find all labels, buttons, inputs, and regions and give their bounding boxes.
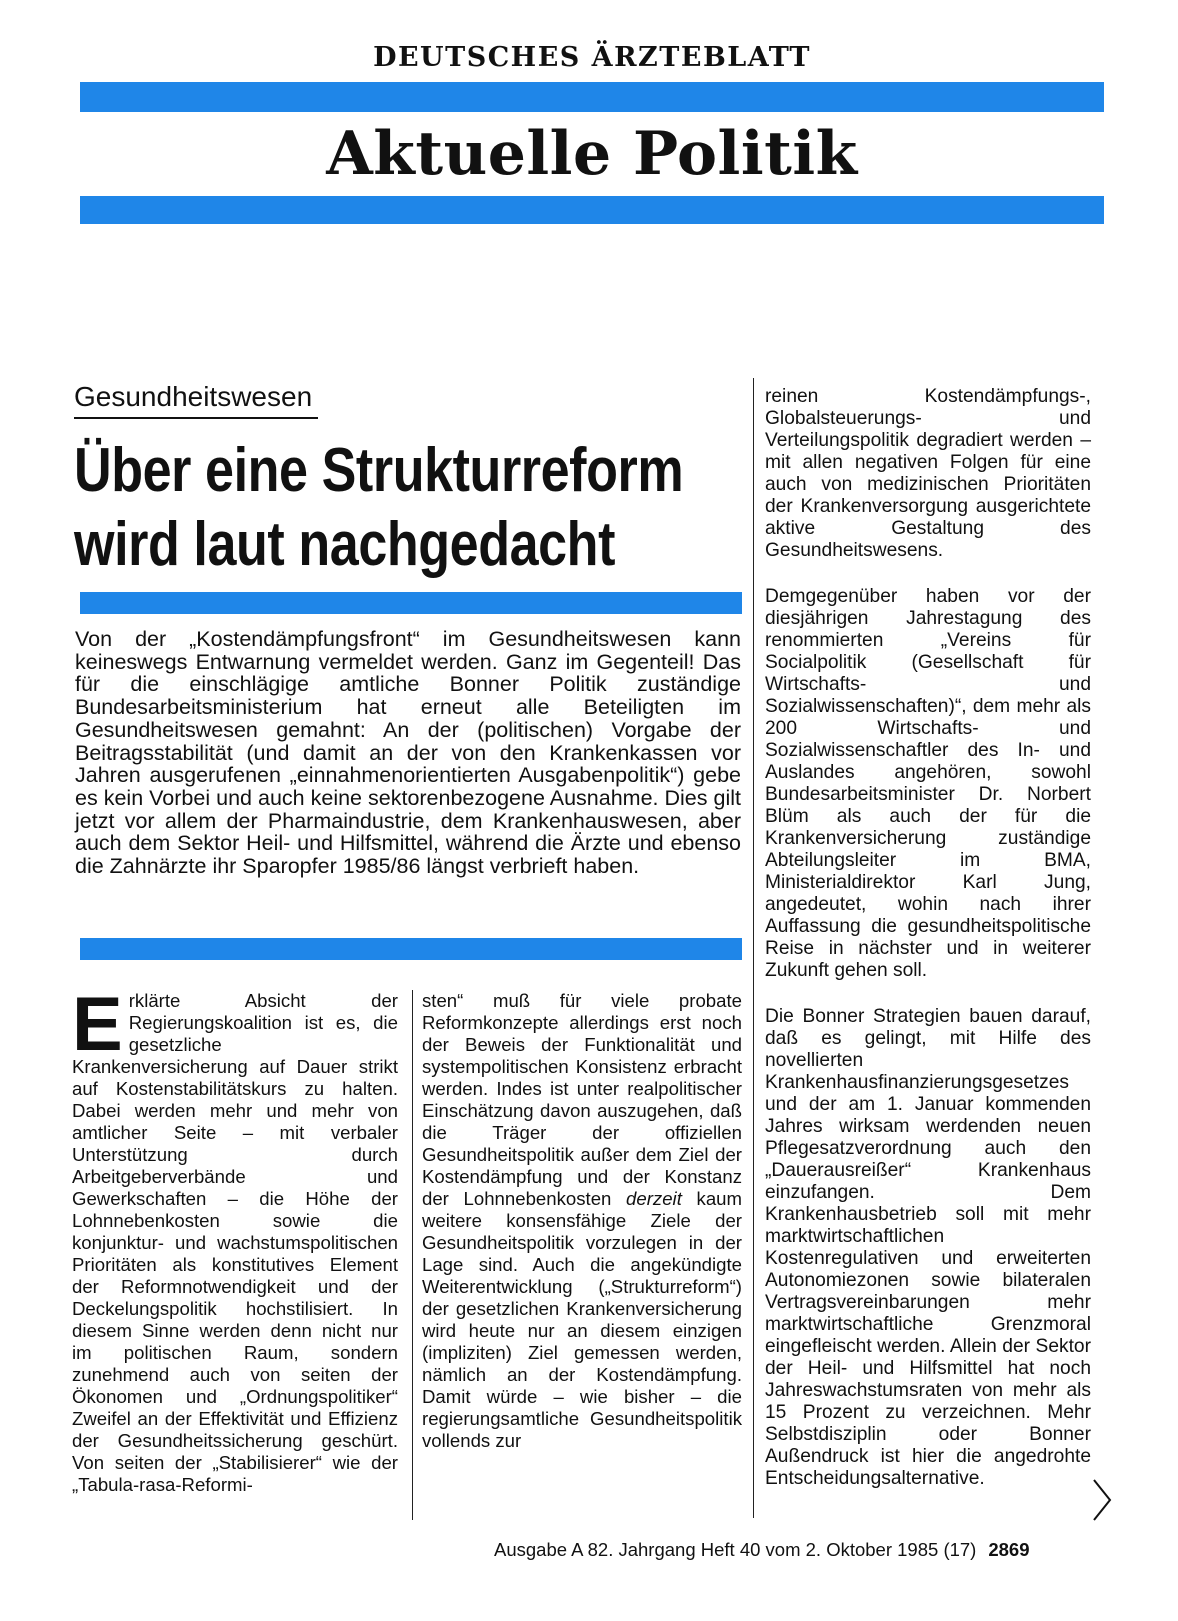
- article-headline: [74, 434, 684, 582]
- footer-issue: Ausgabe A 82. Jahrgang Heft 40 vom 2. Oktober 1985 (17): [494, 1539, 977, 1560]
- page-footer: [494, 1538, 1094, 1562]
- headline-line-2: wird laut nachgedacht: [74, 510, 615, 579]
- body-column-3-paragraph-3: Die Bonner Strategien bauen darauf, daß es gelingt, mit Hilfe des novellierten Krankenhausfinanzierungsgesetzes und der am 1. Januar kommenden Jahres wirksam werdenden neuen Pflegesatzverordnung auch den „Dauerausreißer“ Krankenhaus einzufangen. Dem Krankenhausbetrieb soll mit mehr marktwirtschaftlichen Kostenregulativen und erweiterten Autonomiezonen sowie bilateralen Vertragsvereinbarungen mehr marktwirtschaftliche Grenzmoral eingefleischt werden. Allein der Sektor der Heil- und Hilfsmittel hat noch Jahreswachstumsraten von mehr als 15 Prozent zu verzeichnen. Mehr Selbstdisziplin oder Bonner Außendruck ist hier die angedrohte Entscheidungsalternative.: [765, 1006, 1091, 1489]
- lead-rule-top: [80, 592, 742, 614]
- body-column-2-text-a: sten“ muß für viele probate Reformkonzepte allerdings erst noch der Beweis der Funktionalität und systempolitischen Konsistenz erbracht werden. Indes ist unter realpolitischer Einschätzung davon auszugehen, daß die Träger der offiziellen Gesundheitspolitik außer dem Ziel der Kostendämpfung und der Konstanz der Lohnnebenkosten: [422, 990, 742, 1209]
- section-title: Aktuelle Politik: [326, 119, 858, 189]
- emphasis-derzeit: derzeit: [626, 1188, 682, 1209]
- blue-rule-top: [80, 82, 1104, 112]
- body-column-3-paragraph-2: Demgegenüber haben vor der diesjährigen Jahrestagung des renommierten „Vereins für Socialpolitik (Gesellschaft für Wirtschafts- und Sozialwissenschaften)“, dem mehr als 200 Wirtschafts- und Sozialwissenschaftler des In- und Auslandes angehören, sowohl Bundesarbeitsminister Dr. Norbert Blüm als auch der für die Krankenversicherung zuständige Abteilungsleiter im BMA, Ministerialdirektor Karl Jung, angedeutet, wohin nach ihrer Auffassung die gesundheitspolitische Reise in nächster und in weiterer Zukunft gehen soll.: [765, 586, 1091, 981]
- article-kicker: Gesundheitswesen: [74, 377, 318, 419]
- body-column-2-text-b: kaum weitere konsensfähige Ziele der Gesundheitspolitik vorzulegen in der Lage sind. Auch die angekündigte Weiterentwicklung („Strukturreform“) der gesetzlichen Krankenversicherung wird heute nur an diesem einzigen (impliziten) Ziel gemessen werden, nämlich an der Kostendämpfung. Damit würde – wie bisher – die regierungsamtliche Gesundheitspolitik vollends zur: [422, 1188, 742, 1451]
- body-column-3-paragraph-1: reinen Kostendämpfungs-, Globalsteuerungs- und Verteilungspolitik degradiert werden – mit allen negativen Folgen für eine auch von medizinischen Prioritäten der Krankenversorgung ausgerichtete aktive Gestaltung des Gesundheitswesens.: [765, 386, 1091, 561]
- column-divider-middle: [412, 990, 413, 1520]
- continuation-arrow-icon: [1092, 1478, 1112, 1522]
- column-divider-right: [753, 378, 754, 1518]
- masthead: DEUTSCHES ÄRZTEBLATT: [373, 42, 811, 73]
- lead-rule-bottom: [80, 938, 742, 960]
- body-column-1: [72, 982, 398, 1496]
- blue-rule-bottom: [80, 196, 1104, 224]
- page-number: 2869: [988, 1539, 1030, 1560]
- headline-line-1: Über eine Strukturreform: [74, 436, 684, 505]
- body-column-1-text: rklärte Absicht der Regierungskoalition ist es, die gesetzliche Krankenversicherung auf Dauer strikt auf Kostenstabilitätskurs zu halten. Dabei werden mehr und mehr von amtlicher Seite – mit verbaler Unterstützung durch Arbeitgeberverbände und Gewerkschaften – die Höhe der Lohnnebenkosten sowie die konjunktur- und wachstumspolitischen Prioritäten als konstitutives Element der Reformnotwendigkeit und der Deckelungspolitik hochstilisiert. In diesem Sinne werden denn nicht nur im politischen Raum, sondern zunehmend auch von seiten der Ökonomen und „Ordnungspolitiker“ Zweifel an der Effektivität und Effizienz der Gesundheitssicherung geschürt. Von seiten der „Stabilisierer“ wie der „Tabula-rasa-Reformi-: [72, 990, 398, 1495]
- drop-cap: E: [72, 982, 123, 1067]
- article-lead: Von der „Kostendämpfungsfront“ im Gesundheitswesen kann keineswegs Entwarnung vermeldet werden. Ganz im Gegenteil! Das für die einschlägige amtliche Bonner Politik zuständige Bundesarbeitsministerium hat erneut alle Beteiligten im Gesundheitswesen gemahnt: An der (politischen) Vorgabe der Beitragsstabilität (und damit an der von den Krankenkassen vor Jahren ausgerufenen „einnahmenorientierten Ausgabenpolitik“) gebe es kein Vorbei und auch keine sektorenbezogene Ausnahme. Dies gilt jetzt vor allem der Pharmaindustrie, dem Krankenhauswesen, aber auch dem Sektor Heil- und Hilfsmittel, während die Ärzte und ebenso die Zahnärzte ihr Sparopfer 1985/86 längst verbrieft haben.: [75, 627, 741, 879]
- body-column-2: [422, 990, 742, 1452]
